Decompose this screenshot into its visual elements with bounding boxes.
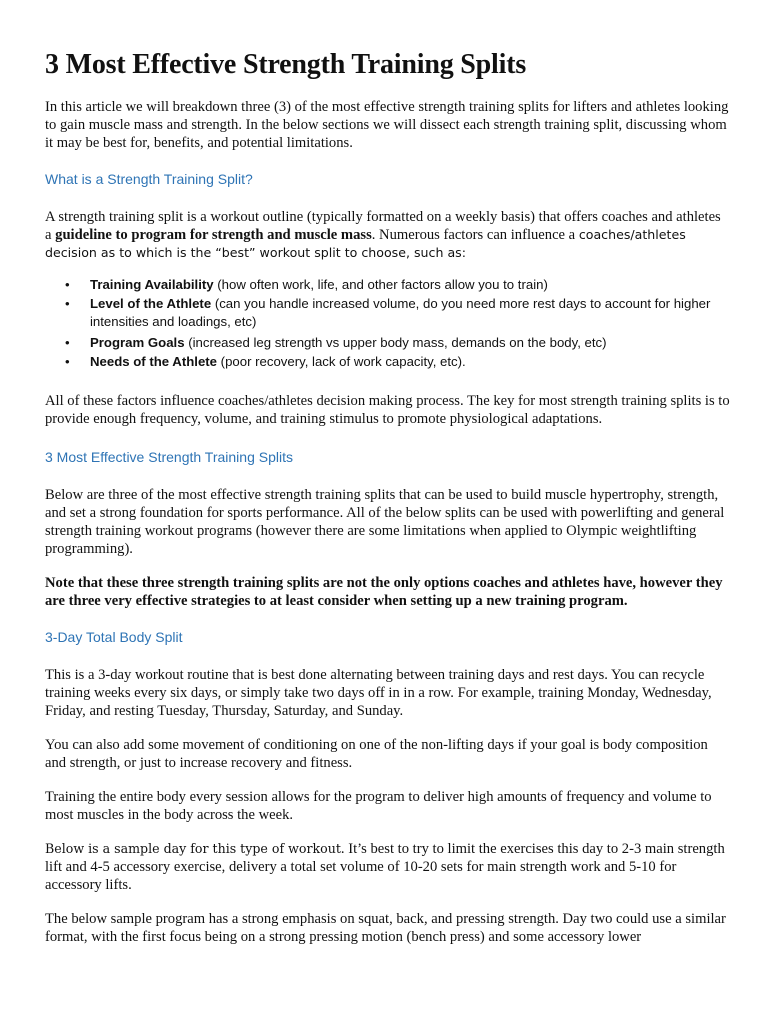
list-item bbox=[45, 353, 730, 372]
definition-text-start: A strength training split is a workout outline (typically formatted on a weekly basis) that offers coaches and athletes a bbox=[45, 209, 721, 243]
sample-day-text-rest: . It’s best to try to limit the exercises this day to 2-3 main strength lift and 4-5 accessory exercise, delivery a total set volume of 10-20 sets for main strength work and 5-10 for accessory lifts. bbox=[45, 840, 725, 893]
factor-label: Training Availability bbox=[90, 277, 214, 292]
note-paragraph: Note that these three strength training splits are not the only options coaches and athletes have, however they are three very effective strategies to at least consider when setting up a new training program. bbox=[45, 574, 723, 609]
bullet: • bbox=[65, 295, 70, 311]
factor-label: Program Goals bbox=[90, 334, 185, 350]
list-item bbox=[45, 295, 730, 332]
factors-list bbox=[45, 276, 730, 372]
section-heading-what-is-split: What is a Strength Training Split? bbox=[45, 171, 253, 187]
section-heading-3-day-split: 3-Day Total Body Split bbox=[45, 628, 183, 645]
factor-label: Needs of the Athlete bbox=[90, 354, 218, 369]
definition-text-tail: coaches/athletes decision as to which is the “best” workout split to choose, such as: bbox=[45, 227, 686, 260]
sample-program-paragraph: The below sample program has a strong emphasis on squat, back, and pressing strength. Day two could use a similar format, with the first focus being on a strong pressing motion (bench press) and some accessory lower bbox=[45, 910, 726, 945]
bullet: • bbox=[65, 277, 70, 292]
definition-paragraph bbox=[45, 208, 730, 262]
article bbox=[45, 48, 730, 962]
intro-paragraph: In this article we will breakdown three (3) of the most effective strength training splits for lifters and athletes looking to gain muscle mass and strength. In the below sections we will dissect each strength training split, discussing whom it may be best for, benefits, and potential limitations. bbox=[45, 99, 729, 151]
definition-text-mid: . Numerous factors can influence a bbox=[371, 227, 576, 243]
section-heading-most-effective: 3 Most Effective Strength Training Splits bbox=[45, 448, 293, 465]
list-item bbox=[45, 276, 730, 295]
splits-intro-paragraph: Below are three of the most effective strength training splits that can be used to build muscle hypertrophy, strength, and set a strong foundation for sports performance. All of the below splits can be used with powerlifting and general strength training workout programs (however there are some limitations when applied to Olympic weightlifting programming). bbox=[45, 486, 725, 557]
factors-closing-paragraph: All of these factors influence coaches/athletes decision making process. The key for most strength training splits is to provide enough frequency, volume, and training stimulus to promote physiological adaptations. bbox=[45, 392, 730, 427]
factor-desc: (how often work, life, and other factors allow you to train) bbox=[213, 277, 548, 292]
bullet: • bbox=[65, 334, 70, 350]
list-item bbox=[45, 334, 730, 353]
sample-day-paragraph bbox=[45, 840, 730, 894]
factor-label: Level of the Athlete bbox=[90, 295, 212, 311]
definition-bold-phrase: guideline to program for strength and muscle mass bbox=[55, 227, 372, 243]
total-body-paragraph: Training the entire body every session allows for the program to deliver high amounts of frequency and volume to most muscles in the body across the week. bbox=[45, 788, 712, 823]
sample-day-text-start: Below is a sample day for this type of workout bbox=[45, 840, 341, 856]
factor-desc: (poor recovery, lack of work capacity, etc). bbox=[217, 354, 466, 369]
page-title: 3 Most Effective Strength Training Splits bbox=[45, 49, 527, 80]
factor-desc: (can you handle increased volume, do you need more rest days to account for higher intensities and loadings, etc) bbox=[90, 295, 711, 329]
bullet: • bbox=[65, 354, 70, 369]
conditioning-paragraph: You can also add some movement of conditioning on one of the non-lifting days if your goal is body composition and strength, or just to increase recovery and fitness. bbox=[45, 736, 708, 771]
factor-desc: (increased leg strength vs upper body mass, demands on the body, etc) bbox=[184, 334, 607, 350]
split-description-paragraph: This is a 3-day workout routine that is best done alternating between training days and rest days. You can recycle training weeks every six days, or simply take two days off in in a row. For example, training Monday, Wednesday, Friday, and resting Tuesday, Thursday, Saturday, and Sunday. bbox=[45, 666, 712, 719]
